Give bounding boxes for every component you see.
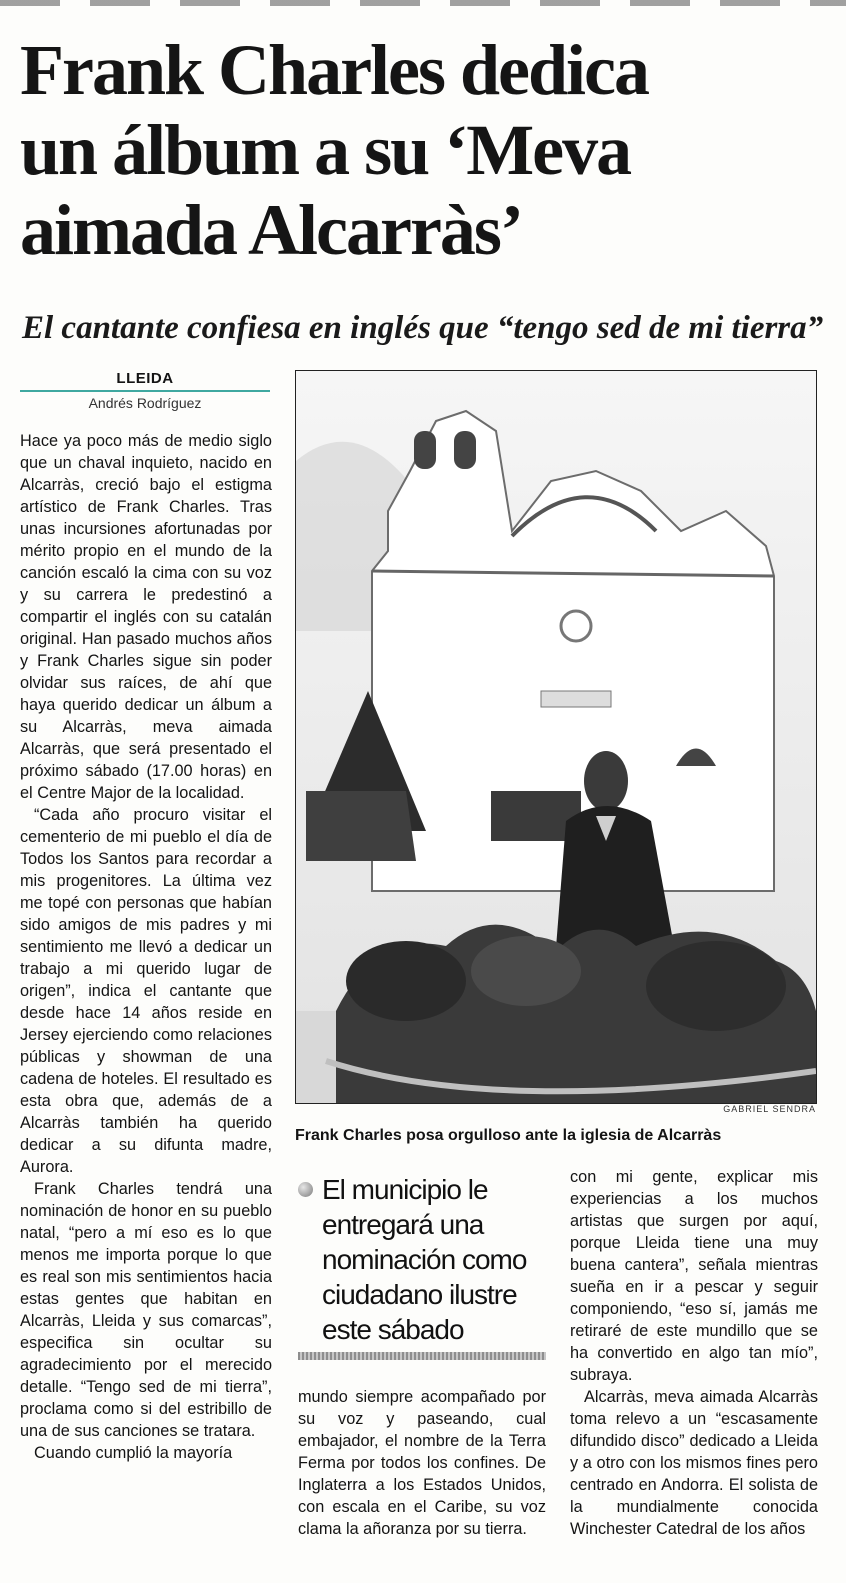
top-border <box>0 0 846 6</box>
article-column-2 <box>298 1386 546 1583</box>
headline-line-2: un álbum a su ‘Meva <box>20 110 631 190</box>
paragraph: Hace ya poco más de medio siglo que un chaval inquieto, nacido en Alcarràs, creció bajo el estigma artístico de Frank Charles. Tras unas incursiones afortunadas por mérito propio en el mundo de la canción escaló la cima con su voz y su carrera le predestinó a compartir el inglés con su catalán original. Han pasado muchos años y Frank Charles sigue sin poder olvidar sus raíces, de ahí que haya querido dedicar un álbum a su Alcarràs, meva aimada Alcarràs, que será presentado el próximo sábado (17.00 horas) en el Centre Major de la localidad. <box>20 432 272 802</box>
paragraph: Cuando cumplió la mayoría <box>34 1444 233 1462</box>
byline <box>20 370 270 412</box>
pull-quote-divider <box>298 1352 546 1360</box>
article-column-1 <box>20 430 272 1583</box>
paragraph: Alcarràs, meva aimada Alcarràs toma relevo a un “escasamente difundido disco” dedicado a Lleida y a otro con los mismos fines pero centrado en Andorra. El solista de la mundialmente conocida Winchester Catedral de los años <box>570 1388 818 1538</box>
byline-divider <box>20 390 270 392</box>
paragraph: “Cada año procuro visitar el cementerio de mi pueblo el día de Todos los Santos para recordar a mis progenitores. La última vez me topé con personas que habían sido amigos de mis padres y mi sentimiento me llevó a dedicar un trabajo a mi querido lugar de origen”, indica el cantante que desde hace 14 años reside en Jersey ejerciendo como relaciones públicas y showman de una cadena de hoteles. El resultado es esta obra que, además de a Alcarràs también ha querido dedicar a su difunta madre, Aurora. <box>20 806 272 1176</box>
location-label: LLEIDA <box>116 370 174 387</box>
paragraph: con mi gente, explicar mis experiencias a los muchos artistas que surgen por aquí, porque Lleida tiene una muy buena cantera”, señala mientras sueña en ir a pescar y seguir componiendo, “eso sí, jamás me retiraré de este mundillo que se ha convertido en algo tan mío”, subraya. <box>570 1168 818 1384</box>
photo-caption: Frank Charles posa orgulloso ante la iglesia de Alcarràs <box>295 1127 722 1144</box>
photo-credit: GABRIEL SENDRA <box>723 1104 816 1114</box>
paragraph: mundo siempre acompañado por su voz y paseando, cual embajador, el nombre de la Terra Ferma por todos los confines. De Inglaterra a los Estados Unidos, con escala en el Caribe, su voz clama la añoranza por su tierra. <box>298 1388 546 1538</box>
pull-quote <box>298 1172 556 1347</box>
article-photo <box>295 370 817 1104</box>
paragraph: Frank Charles tendrá una nominación de honor en su pueblo natal, “pero a mí eso es lo que menos me importa porque lo que es real son mis sentimientos hacia estas gentes que habitan en Alcarràs, Lleida y sus comarcas”, especifica sin ocultar su agradecimiento por el merecido detalle. “Tengo sed de mi tierra”, proclama como si del estribillo de una de sus canciones se tratara. <box>20 1180 272 1440</box>
article-column-3 <box>570 1166 818 1583</box>
church-photo-illustration <box>296 371 816 1103</box>
bullet-dot-icon <box>298 1182 313 1197</box>
pull-quote-text: El municipio le entregará una nominación como ciudadano ilustre este sábado <box>322 1174 527 1345</box>
subheadline: El cantante confiesa en inglés que “tengo sed de mi tierra” <box>22 310 824 346</box>
headline-line-3: aimada Alcarràs’ <box>20 190 522 270</box>
author-name: Andrés Rodríguez <box>88 395 202 411</box>
headline <box>20 30 830 270</box>
headline-line-1: Frank Charles dedica <box>20 30 649 110</box>
